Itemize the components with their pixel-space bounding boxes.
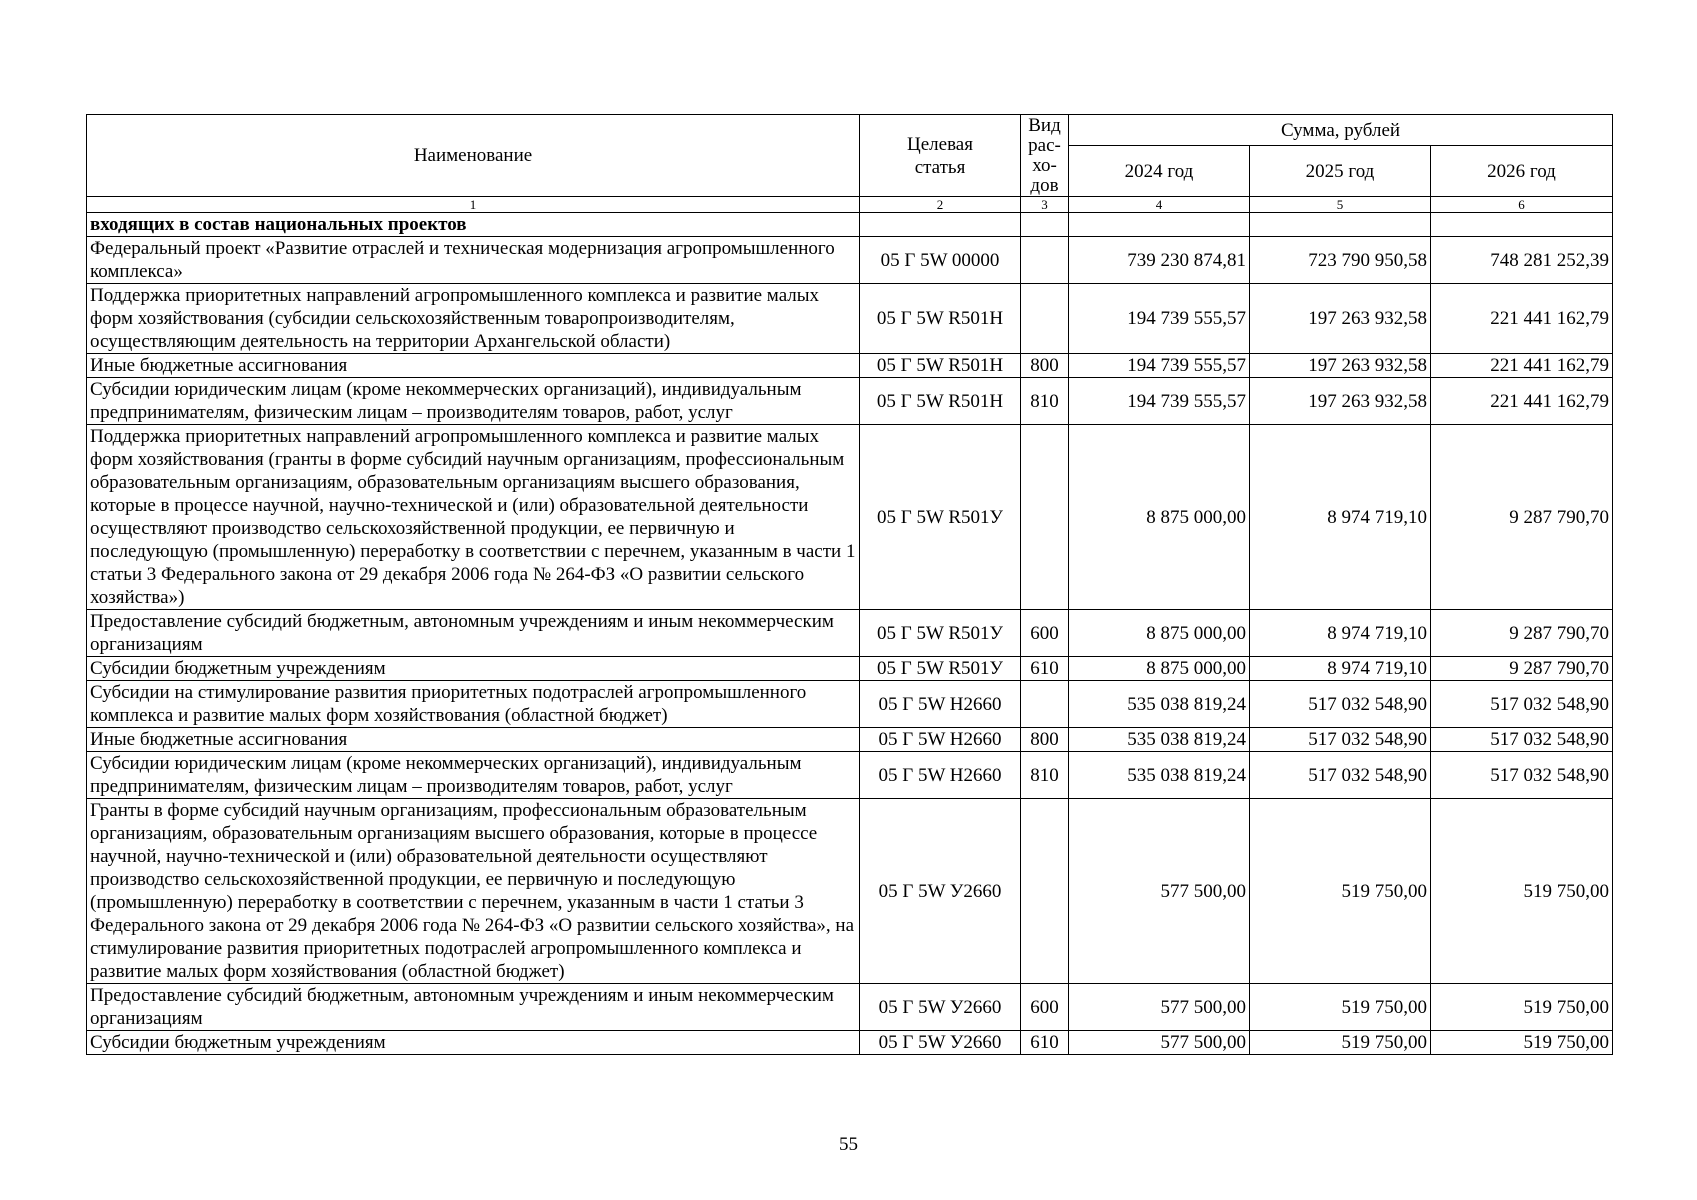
row-amount-2026: 9 287 790,70 [1431, 425, 1613, 610]
header-row-top [87, 115, 1613, 146]
table-row [87, 284, 1613, 354]
row-amount-2025: 197 263 932,58 [1250, 378, 1431, 425]
row-name: Поддержка приоритетных направлений агропромышленного комплекса и развитие малых форм хозяйствования (гранты в форме субсидий научным организациям, профессиональным образовательным организациям, образовательным организациям высшего образования, которые в процессе научной, научно-технической и (или) образовательной деятельности осуществляют производство сельскохозяйственной продукции, ее первичную и последующую (промышленную) переработку в соответствии с перечнем, указанным в части 1 статьи 3 Федерального закона от 29 декабря 2006 года № 264-ФЗ «О развитии сельского хозяйства») [87, 425, 860, 610]
header-vid-part: Вид [1028, 114, 1061, 136]
table-row [87, 354, 1613, 378]
row-amount-2024: 194 739 555,57 [1069, 284, 1250, 354]
row-target-code: 05 Г 5W Н2660 [860, 728, 1021, 752]
empty-cell [1431, 213, 1613, 237]
table-row [87, 728, 1613, 752]
row-amount-2025: 8 974 719,10 [1250, 425, 1431, 610]
row-expense-type: 600 [1021, 610, 1069, 657]
row-target-code: 05 Г 5W R501У [860, 425, 1021, 610]
row-expense-type: 600 [1021, 984, 1069, 1031]
row-name: Предоставление субсидий бюджетным, автономным учреждениям и иным некоммерческим организациям [87, 610, 860, 657]
row-expense-type [1021, 799, 1069, 984]
table-row [87, 799, 1613, 984]
empty-cell [1069, 213, 1250, 237]
row-name: Субсидии юридическим лицам (кроме некоммерческих организаций), индивидуальным предпринимателям, физическим лицам – производителям товаров, работ, услуг [87, 378, 860, 425]
table-row [87, 378, 1613, 425]
header-sum: Сумма, рублей [1069, 115, 1613, 146]
row-amount-2024: 194 739 555,57 [1069, 378, 1250, 425]
row-amount-2026: 517 032 548,90 [1431, 752, 1613, 799]
row-name: Субсидии юридическим лицам (кроме некоммерческих организаций), индивидуальным предпринимателям, физическим лицам – производителям товаров, работ, услуг [87, 752, 860, 799]
column-number: 6 [1431, 197, 1613, 213]
row-expense-type: 610 [1021, 657, 1069, 681]
header-expense-type [1021, 115, 1069, 197]
table-row [87, 752, 1613, 799]
table-row [87, 1031, 1613, 1055]
row-amount-2025: 517 032 548,90 [1250, 752, 1431, 799]
row-expense-type: 610 [1021, 1031, 1069, 1055]
header-target [860, 115, 1021, 197]
column-number: 5 [1250, 197, 1431, 213]
row-name: Субсидии бюджетным учреждениям [87, 657, 860, 681]
row-target-code: 05 Г 5W У2660 [860, 1031, 1021, 1055]
row-name: Субсидии на стимулирование развития приоритетных подотраслей агропромышленного комплекса и развитие малых форм хозяйствования (областной бюджет) [87, 681, 860, 728]
row-name: Предоставление субсидий бюджетным, автономным учреждениям и иным некоммерческим организациям [87, 984, 860, 1031]
row-amount-2025: 723 790 950,58 [1250, 237, 1431, 284]
row-amount-2024: 8 875 000,00 [1069, 657, 1250, 681]
table-header [87, 115, 1613, 213]
row-amount-2026: 519 750,00 [1431, 1031, 1613, 1055]
row-amount-2024: 194 739 555,57 [1069, 354, 1250, 378]
row-target-code: 05 Г 5W У2660 [860, 799, 1021, 984]
row-amount-2025: 517 032 548,90 [1250, 728, 1431, 752]
row-amount-2025: 8 974 719,10 [1250, 657, 1431, 681]
row-expense-type: 810 [1021, 752, 1069, 799]
header-year-2026: 2026 год [1431, 146, 1613, 197]
table-body [87, 213, 1613, 1055]
row-target-code: 05 Г 5W R501Н [860, 354, 1021, 378]
row-amount-2024: 577 500,00 [1069, 799, 1250, 984]
column-number: 4 [1069, 197, 1250, 213]
column-number-row [87, 197, 1613, 213]
header-year-2025: 2025 год [1250, 146, 1431, 197]
header-vid-part: хо- [1032, 154, 1057, 176]
row-name: Гранты в форме субсидий научным организациям, профессиональным образовательным организациям, образовательным организациям высшего образования, которые в процессе научной, научно-технической и (или) образовательной деятельности осуществляют производство сельскохозяйственной продукции, ее первичную и последующую (промышленную) переработку в соответствии с перечнем, указанным в части 1 статьи 3 Федерального закона от 29 декабря 2006 года № 264-ФЗ «О развитии сельского хозяйства», на стимулирование развития приоритетных подотраслей агропромышленного комплекса и развитие малых форм хозяйствования (областной бюджет) [87, 799, 860, 984]
row-amount-2026: 221 441 162,79 [1431, 284, 1613, 354]
row-amount-2026: 517 032 548,90 [1431, 681, 1613, 728]
row-amount-2025: 519 750,00 [1250, 799, 1431, 984]
row-amount-2025: 517 032 548,90 [1250, 681, 1431, 728]
row-expense-type [1021, 425, 1069, 610]
row-amount-2024: 8 875 000,00 [1069, 425, 1250, 610]
row-amount-2024: 577 500,00 [1069, 1031, 1250, 1055]
section-row [87, 213, 1613, 237]
row-amount-2025: 8 974 719,10 [1250, 610, 1431, 657]
row-expense-type: 800 [1021, 728, 1069, 752]
empty-cell [1021, 213, 1069, 237]
row-name: Поддержка приоритетных направлений агропромышленного комплекса и развитие малых форм хозяйствования (субсидии сельскохозяйственным товаропроизводителям, осуществляющим деятельность на территории Архангельской области) [87, 284, 860, 354]
table-row [87, 425, 1613, 610]
row-expense-type [1021, 284, 1069, 354]
row-target-code: 05 Г 5W R501У [860, 610, 1021, 657]
row-expense-type [1021, 237, 1069, 284]
row-amount-2024: 577 500,00 [1069, 984, 1250, 1031]
row-amount-2026: 519 750,00 [1431, 799, 1613, 984]
column-number: 2 [860, 197, 1021, 213]
row-name: Федеральный проект «Развитие отраслей и техническая модернизация агропромышленного комплекса» [87, 237, 860, 284]
row-target-code: 05 Г 5W Н2660 [860, 681, 1021, 728]
header-target-line2: статья [914, 156, 966, 178]
row-amount-2025: 197 263 932,58 [1250, 354, 1431, 378]
row-amount-2024: 535 038 819,24 [1069, 752, 1250, 799]
row-target-code: 05 Г 5W Н2660 [860, 752, 1021, 799]
page-number: 55 [839, 1134, 858, 1155]
section-title: входящих в состав национальных проектов [87, 213, 860, 237]
row-expense-type [1021, 681, 1069, 728]
table-row [87, 657, 1613, 681]
header-year-2024: 2024 год [1069, 146, 1250, 197]
row-name: Иные бюджетные ассигнования [87, 728, 860, 752]
row-name: Иные бюджетные ассигнования [87, 354, 860, 378]
column-number: 1 [87, 197, 860, 213]
row-amount-2026: 9 287 790,70 [1431, 610, 1613, 657]
row-target-code: 05 Г 5W R501Н [860, 378, 1021, 425]
row-target-code: 05 Г 5W 00000 [860, 237, 1021, 284]
row-name: Субсидии бюджетным учреждениям [87, 1031, 860, 1055]
header-vid-part: рас- [1028, 134, 1061, 156]
row-amount-2024: 535 038 819,24 [1069, 728, 1250, 752]
row-amount-2026: 519 750,00 [1431, 984, 1613, 1031]
empty-cell [860, 213, 1021, 237]
row-amount-2026: 221 441 162,79 [1431, 354, 1613, 378]
column-number: 3 [1021, 197, 1069, 213]
budget-table [86, 114, 1613, 1055]
row-amount-2024: 535 038 819,24 [1069, 681, 1250, 728]
row-amount-2026: 748 281 252,39 [1431, 237, 1613, 284]
table-row [87, 681, 1613, 728]
row-target-code: 05 Г 5W R501Н [860, 284, 1021, 354]
row-target-code: 05 Г 5W У2660 [860, 984, 1021, 1031]
header-name: Наименование [87, 115, 860, 197]
table-row [87, 610, 1613, 657]
row-expense-type: 810 [1021, 378, 1069, 425]
row-target-code: 05 Г 5W R501У [860, 657, 1021, 681]
row-amount-2026: 221 441 162,79 [1431, 378, 1613, 425]
table-row [87, 984, 1613, 1031]
table-row [87, 237, 1613, 284]
row-amount-2024: 8 875 000,00 [1069, 610, 1250, 657]
empty-cell [1250, 213, 1431, 237]
row-amount-2024: 739 230 874,81 [1069, 237, 1250, 284]
row-amount-2025: 519 750,00 [1250, 1031, 1431, 1055]
row-expense-type: 800 [1021, 354, 1069, 378]
row-amount-2026: 517 032 548,90 [1431, 728, 1613, 752]
header-target-line1: Целевая [907, 133, 973, 155]
header-vid-part: дов [1030, 174, 1059, 196]
row-amount-2025: 519 750,00 [1250, 984, 1431, 1031]
row-amount-2026: 9 287 790,70 [1431, 657, 1613, 681]
row-amount-2025: 197 263 932,58 [1250, 284, 1431, 354]
